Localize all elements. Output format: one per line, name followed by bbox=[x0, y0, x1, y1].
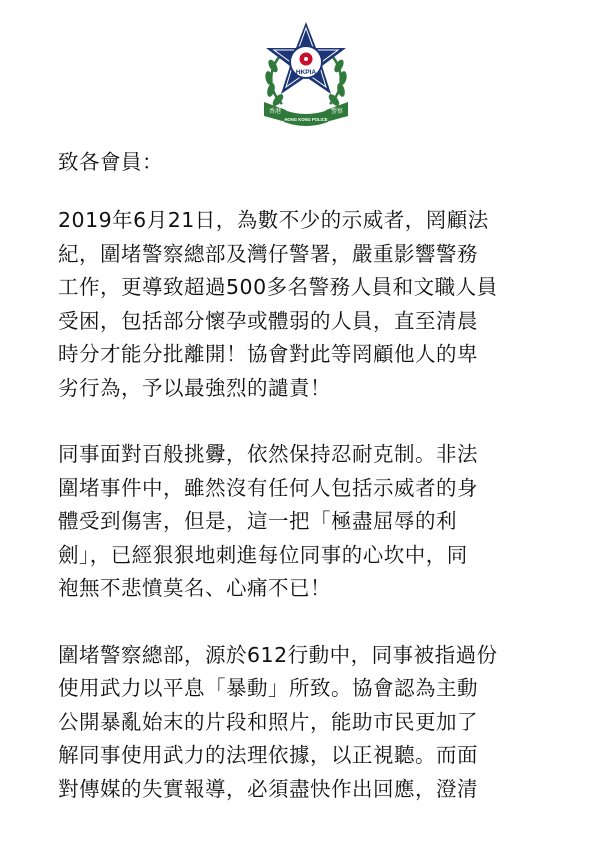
paragraph-2 bbox=[58, 438, 548, 606]
ribbon-banner bbox=[264, 102, 348, 126]
ribbon-middle-text: HONG KONG POLICE bbox=[284, 117, 328, 122]
paragraph-line: 受困，包括部分懷孕或體弱的人員，直至清晨 bbox=[58, 308, 478, 333]
paragraph-line: 公開暴亂始末的片段和照片，能助市民更加了 bbox=[58, 709, 478, 734]
hkpia-emblem-logo bbox=[256, 18, 356, 130]
paragraph-line: 劍」，已經狠狠地刺進每位同事的心坎中，同 bbox=[58, 542, 468, 567]
paragraph-line: 同事面對百般挑釁，依然保持忍耐克制。非法 bbox=[58, 442, 478, 466]
ribbon-right-text: 警察 bbox=[330, 108, 344, 115]
paragraph-line: 體受到傷害，但是，這一把「極盡屈辱的利 bbox=[58, 509, 457, 533]
paragraph-3 bbox=[58, 639, 548, 807]
paragraph-1 bbox=[58, 204, 548, 405]
paragraph-line: 劣行為，予以最強烈的譴責！ bbox=[58, 375, 331, 400]
paragraph-line: 2019年6月21日，為數不少的示威者，罔顧法 bbox=[58, 208, 489, 232]
emblem-center-text: HKPIA bbox=[295, 69, 317, 76]
letter-greeting: 致各會員： bbox=[58, 150, 163, 174]
paragraph-line: 使用武力以平息「暴動」所致。協會認為主動 bbox=[58, 676, 478, 700]
paragraph-line: 圍堵事件中，雖然沒有任何人包括示威者的身 bbox=[58, 475, 478, 500]
emblem-svg bbox=[256, 18, 356, 130]
paragraph-line: 袍無不悲憤莫名、心痛不已！ bbox=[58, 576, 331, 600]
paragraph-line: 工作，更導致超過500多名警務人員和文職人員 bbox=[58, 275, 498, 299]
paragraph-line: 對傳媒的失實報導，必須盡快作出回應，澄清 bbox=[58, 776, 478, 801]
paragraph-line: 解同事使用武力的法理依據，以正視聽。而面 bbox=[58, 743, 478, 767]
ribbon-left-text: 香港 bbox=[268, 108, 282, 115]
paragraph-line: 時分才能分批離開！協會對此等罔顧他人的卑 bbox=[58, 342, 478, 366]
letter-body bbox=[58, 146, 548, 839]
paragraph-line: 圍堵警察總部，源於612行動中，同事被指過份 bbox=[58, 642, 498, 667]
paragraph-line: 紀，圍堵警察總部及灣仔警署，嚴重影響警務 bbox=[58, 241, 478, 266]
